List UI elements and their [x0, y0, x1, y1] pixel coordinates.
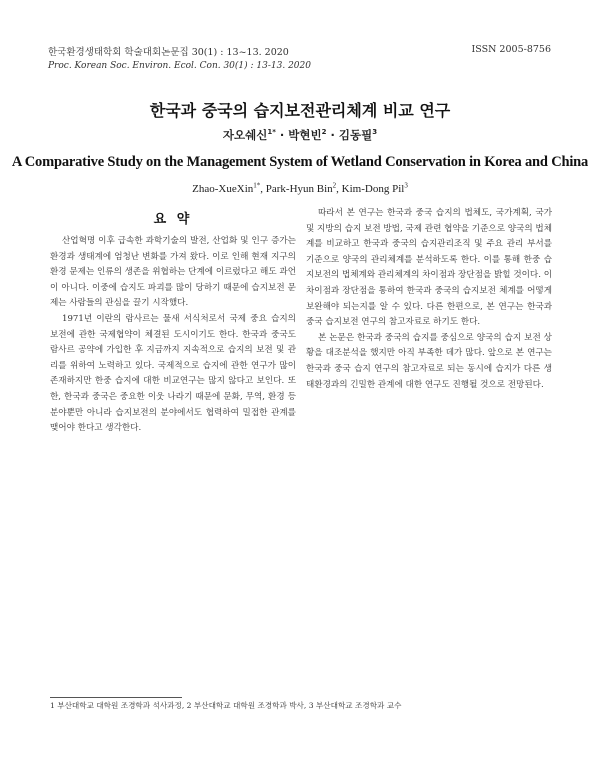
- authors-en: [0, 183, 600, 195]
- author-affiliation-mark: 2: [321, 128, 327, 137]
- author-name: 자오쉐신: [222, 128, 268, 142]
- abstract-paragraph: 본 논문은 한국과 중국의 습지를 중심으로 양국의 습지 보전 상황을 대조분석을 했지만 아직 부족한 데가 많다. 앞으로 본 연구는 한국과 중국 습지 연구의 참고자료로 되는 동시에 습지가 다른 생태환경과의 긴밀한 관계에 대한 연구도 진행될 것으로 전망된다.: [306, 332, 552, 390]
- author-name: 박현빈: [288, 128, 322, 142]
- abstract-heading: 요 약: [153, 212, 193, 227]
- author-separator: ,: [260, 183, 266, 195]
- footnote-divider: [50, 697, 182, 698]
- issn: ISSN 2005-8756: [471, 44, 551, 55]
- author-affiliation-mark: 1*: [253, 181, 261, 190]
- authors-ko: [0, 127, 600, 143]
- abstract-left-column: [50, 234, 296, 437]
- author-separator: ·: [326, 128, 339, 142]
- journal-citation-en: Proc. Korean Soc. Environ. Ecol. Con. 30(1) : 13-13. 2020: [48, 61, 311, 71]
- journal-citation-ko: 한국환경생태학회 학술대회논문집 30(1) : 13~13. 2020: [48, 47, 289, 58]
- author-separator: ,: [336, 183, 342, 195]
- author-name: Park-Hyun Bin: [265, 183, 333, 195]
- affiliation-footnote: 1 부산대학교 대학원 조경학과 석사과정, 2 부산대학교 대학원 조경학과 박사, 3 부산대학교 조경학과 교수: [50, 701, 402, 710]
- abstract-paragraph: 따라서 본 연구는 한국과 중국 습지의 법체도, 국가계획, 국가 및 지방의 습지 보전 방법, 국제 관련 협약을 기준으로 양국의 법체계를 비교하고 한국과 중국의 습지관리조직 및 주요 관리 부서를 기준으로 양국의 관리체계를 분석하도록 한다. 이를 통해 한중 습지보전의 법체계와 관리체계의 차이점과 장단점을 밝힐 것이다. 이 차이점과 장단점을 통하여 한국과 중국의 습지보전 체계를 어떻게 보완해야 되는지를 알 수 있다. 다른 한편으로, 본 연구는 한국과 중국 습지보전 연구의 참고자료로 하기도 한다.: [306, 208, 552, 328]
- paper-title-en: A Comparative Study on the Management System of Wetland Conservation in Korea and China: [11, 154, 589, 170]
- author-name: Zhao-XueXin: [192, 183, 254, 195]
- author-name: 김동필: [338, 128, 373, 142]
- author-affiliation-mark: 3: [372, 128, 378, 137]
- abstract-paragraph: 산업혁명 이후 급속한 과학기술의 발전, 산업화 및 인구 증가는 환경과 생태계에 엄청난 변화를 가져 왔다. 이로 인해 현재 지구의 환경 문제는 인류의 생존을 위협하는 단계에 이르렀다고 해도 과언이 아니다. 이중에 습지도 파괴를 많이 당하기 때문에 습지보전 문제는 사람들의 관심을 끌기 시작했다.: [50, 236, 296, 309]
- paper-title-ko: 한국과 중국의 습지보전관리체계 비교 연구: [149, 101, 451, 120]
- abstract-right-column: [306, 206, 552, 393]
- author-affiliation-mark: 1*: [267, 128, 276, 137]
- author-affiliation-mark: 3: [404, 181, 408, 190]
- author-separator: ·: [275, 128, 289, 142]
- abstract-paragraph: 1971년 이란의 람사르는 물새 서식처로서 국제 중요 습지의 보전에 관한 국제협약이 체결된 도시이기도 한다. 한국과 중국도 람사르 공약에 가입한 후 지금까지 지속적으로 습지의 보전 및 관리를 위하여 노력하고 있다. 국제적으로 습지에 관한 연구가 많이 존재하지만 한중 습지에 대한 비교연구는 많지 않다고 보인다. 또한, 한국과 중국은 중요한 이웃 나라기 때문에 문화, 무역, 환경 등 분야뿐만 아니라 습지보전의 분야에서도 협력하여 밀접한 관계를 맺어야 한다고 생각한다.: [50, 313, 296, 434]
- author-name: Kim-Dong Pil: [341, 183, 405, 195]
- author-affiliation-mark: 2: [332, 181, 337, 190]
